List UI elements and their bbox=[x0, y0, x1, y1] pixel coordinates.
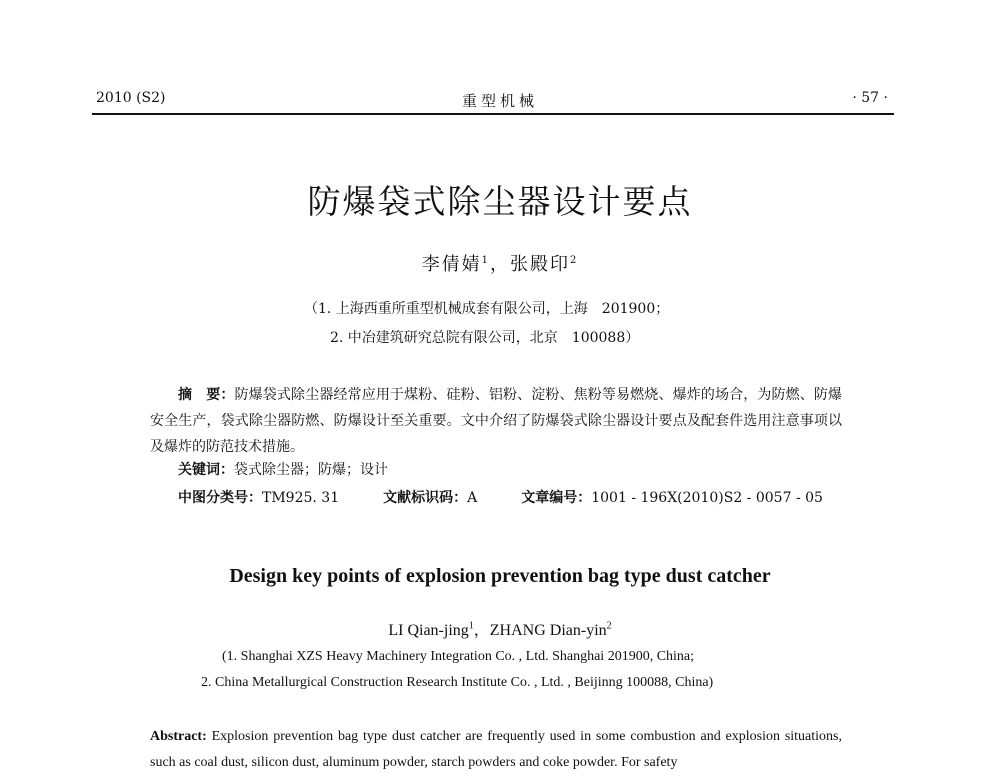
cn-keywords-text: 袋式除尘器；防爆；设计 bbox=[234, 462, 388, 478]
en-author-1: LI Qian-jing bbox=[388, 622, 469, 639]
en-affiliation-1: (1. Shanghai XZS Heavy Machinery Integration Co. , Ltd. Shanghai 201900, China; bbox=[222, 649, 695, 664]
cn-author-separator: ， bbox=[490, 254, 510, 275]
en-author-2-affil-mark: 2 bbox=[606, 620, 612, 632]
en-abstract-text: Explosion prevention bag type dust catcher are frequently used in some combustion and explosion situations, such as coal dust, silicon dust, aluminum powder, starch powders and coke powder. For safety bbox=[150, 729, 842, 770]
clc-value: TM925. 31 bbox=[262, 490, 340, 506]
cn-author-1-affil-mark: 1 bbox=[481, 255, 490, 266]
en-abstract bbox=[150, 724, 842, 776]
en-authors bbox=[0, 617, 1000, 640]
en-author-2: ZHANG Dian-yin bbox=[489, 622, 607, 639]
cn-abstract bbox=[150, 382, 842, 460]
cn-affiliation-1: （1. 上海西重所重型机械成套有限公司，上海 201900； bbox=[304, 301, 670, 317]
cn-classification-line bbox=[178, 487, 823, 507]
running-header-issue: 2010 (S2) bbox=[96, 90, 166, 106]
en-author-1-affil-mark: 1 bbox=[468, 620, 474, 632]
cn-abstract-text: 防爆袋式除尘器经常应用于煤粉、硅粉、铝粉、淀粉、焦粉等易燃烧、爆炸的场合，为防燃、防爆安全生产，袋式除尘器防燃、防爆设计至关重要。文中介绍了防爆袋式除尘器设计要点及配套件选用注意事项以及爆炸的防范技术措施。 bbox=[150, 387, 843, 455]
cn-abstract-label: 摘 要： bbox=[178, 387, 235, 403]
cn-affiliation-2: 2. 中冶建筑研究总院有限公司，北京 100088） bbox=[330, 330, 640, 346]
cn-author-1: 李倩婧 bbox=[421, 254, 482, 275]
en-abstract-label: Abstract: bbox=[150, 729, 207, 744]
cn-keywords-label: 关键词： bbox=[178, 462, 234, 478]
cn-authors bbox=[0, 250, 1000, 276]
doc-code-label: 文献标识码： bbox=[383, 490, 468, 506]
doc-code-value: A bbox=[467, 490, 478, 506]
article-no-label: 文章编号： bbox=[521, 490, 592, 506]
running-header-journal: 重型机械 bbox=[461, 92, 538, 110]
article-no-value: 1001 - 196X(2010)S2 - 0057 - 05 bbox=[591, 490, 823, 506]
cn-keywords bbox=[178, 459, 388, 479]
header-rule bbox=[92, 113, 894, 115]
en-paper-title: Design key points of explosion prevention bag type dust catcher bbox=[229, 565, 771, 587]
en-affiliation-2: 2. China Metallurgical Construction Research Institute Co. , Ltd. , Beijinng 100088, China) bbox=[201, 675, 714, 690]
cn-author-2-affil-mark: 2 bbox=[570, 255, 579, 266]
en-author-separator: ， bbox=[473, 622, 490, 639]
clc-label: 中图分类号： bbox=[178, 490, 262, 506]
running-header-page-number: · 57 · bbox=[852, 90, 888, 106]
cn-paper-title: 防爆袋式除尘器设计要点 bbox=[307, 182, 693, 221]
cn-author-2: 张殿印 bbox=[510, 254, 570, 275]
